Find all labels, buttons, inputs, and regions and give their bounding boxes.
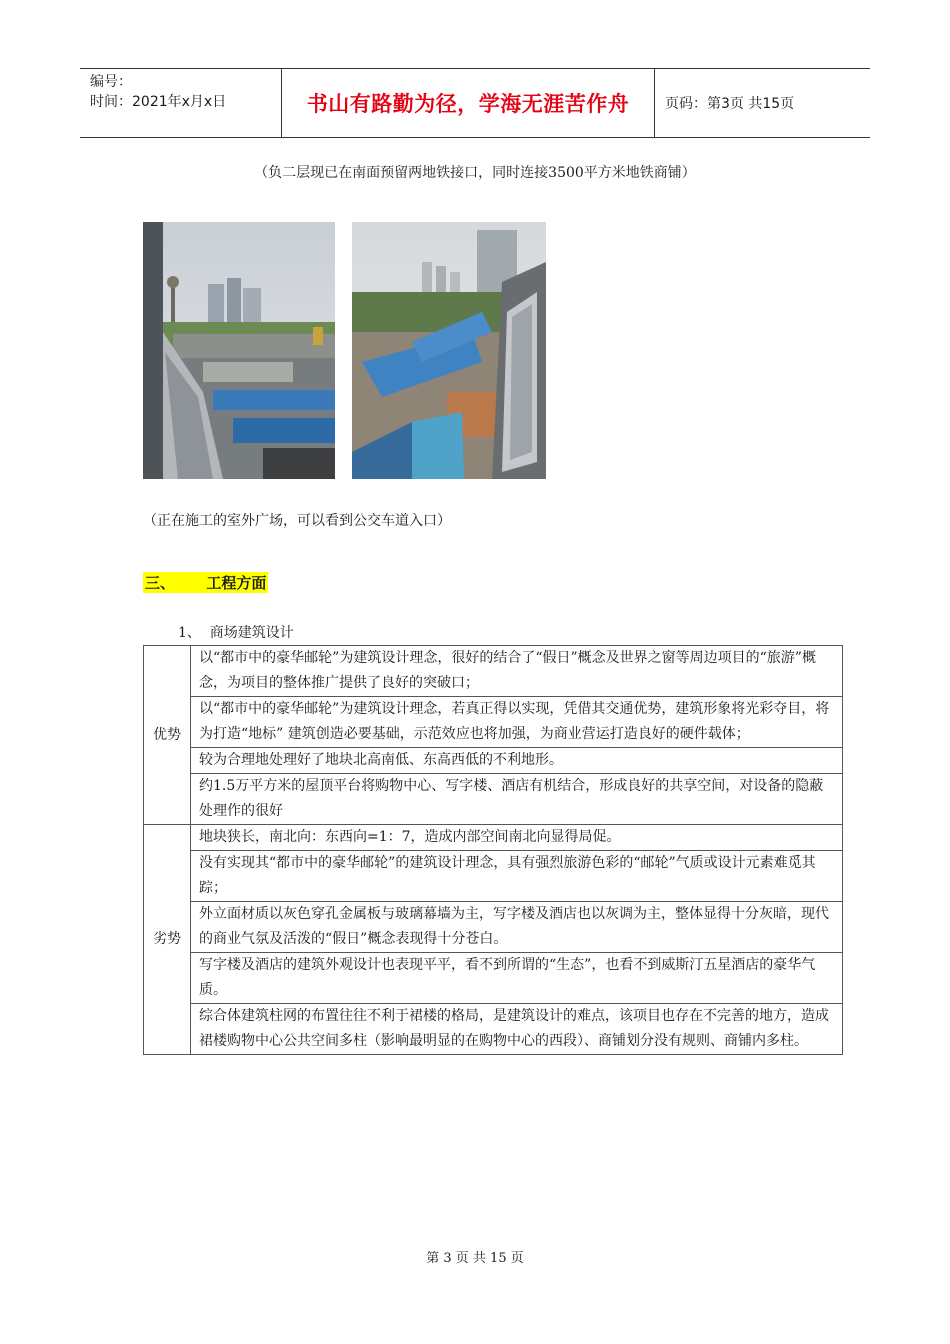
disadvantage-label: 劣势: [144, 825, 191, 1055]
table-row: [144, 902, 843, 953]
table-row: [144, 851, 843, 902]
disadvantage-item: 写字楼及酒店的建筑外观设计也表现平平，看不到所谓的“生态”，也看不到威斯汀五星酒店的豪华气质。: [191, 953, 843, 1004]
advantage-item: 以“都市中的豪华邮轮”为建筑设计理念，很好的结合了“假日”概念及世界之窗等周边项目的“旅游”概念，为项目的整体推广提供了良好的突破口；: [191, 646, 843, 697]
design-analysis-table: [143, 645, 843, 1055]
disadvantage-item: 外立面材质以灰色穿孔金属板与玻璃幕墙为主，写字楼及酒店也以灰调为主，整体显得十分灰暗，现代的商业气氛及活泼的“假日”概念表现得十分苍白。: [191, 902, 843, 953]
section-title: 三、 工程方面: [145, 574, 267, 592]
table-row: [144, 774, 843, 825]
table-row: [144, 646, 843, 697]
table-row: [144, 1004, 843, 1055]
advantage-item: 较为合理地处理好了地块北高南低、东高西低的不利地形。: [191, 748, 843, 774]
code-label: 编号：: [90, 74, 132, 90]
advantage-label: 优势: [144, 646, 191, 825]
advantage-item: 约1.5万平方米的屋顶平台将购物中心、写字楼、酒店有机结合，形成良好的共享空间，对设备的隐蔽处理作的很好: [191, 774, 843, 825]
page-footer: 第 3 页 共 15 页: [426, 1251, 524, 1266]
caption-top: （负二层现已在南面预留两地铁接口，同时连接3500平方米地铁商铺）: [254, 165, 696, 181]
advantage-item: 以“都市中的豪华邮轮”为建筑设计理念，若真正得以实现，凭借其交通优势，建筑形象将光彩夺目，将为打造“地标” 建筑创造必要基础，示范效应也将加强，为商业营运打造良好的硬件载体；: [191, 697, 843, 748]
page-header: [80, 68, 870, 138]
motto: 书山有路勤为径，学海无涯苦作舟: [306, 92, 630, 116]
construction-photo-2: [352, 222, 546, 479]
table-row: [144, 748, 843, 774]
caption-photos: （正在施工的室外广场，可以看到公交车道入口）: [143, 513, 451, 529]
time-label: 时间：2021年x月x日: [90, 94, 227, 110]
table-row: [144, 697, 843, 748]
table-row: [144, 953, 843, 1004]
disadvantage-item: 综合体建筑柱网的布置往往不利于裙楼的格局，是建筑设计的难点，该项目也存在不完善的地方，造成裙楼购物中心公共空间多柱（影响最明显的在购物中心的西段）、商铺划分没有规则、商铺内多柱。: [191, 1004, 843, 1055]
subsection-title: 1、 商场建筑设计: [178, 625, 294, 641]
table-row: [144, 825, 843, 851]
disadvantage-item: 地块狭长，南北向：东西向=1：7，造成内部空间南北向显得局促。: [191, 825, 843, 851]
page-info: 页码：第3页 共15页: [665, 96, 795, 112]
header-meta: [80, 69, 282, 137]
construction-photo-1: [143, 222, 335, 479]
disadvantage-item: 没有实现其“都市中的豪华邮轮”的建筑设计理念，具有强烈旅游色彩的“邮轮”气质或设计元素难觅其踪；: [191, 851, 843, 902]
header-motto-cell: [282, 69, 655, 137]
